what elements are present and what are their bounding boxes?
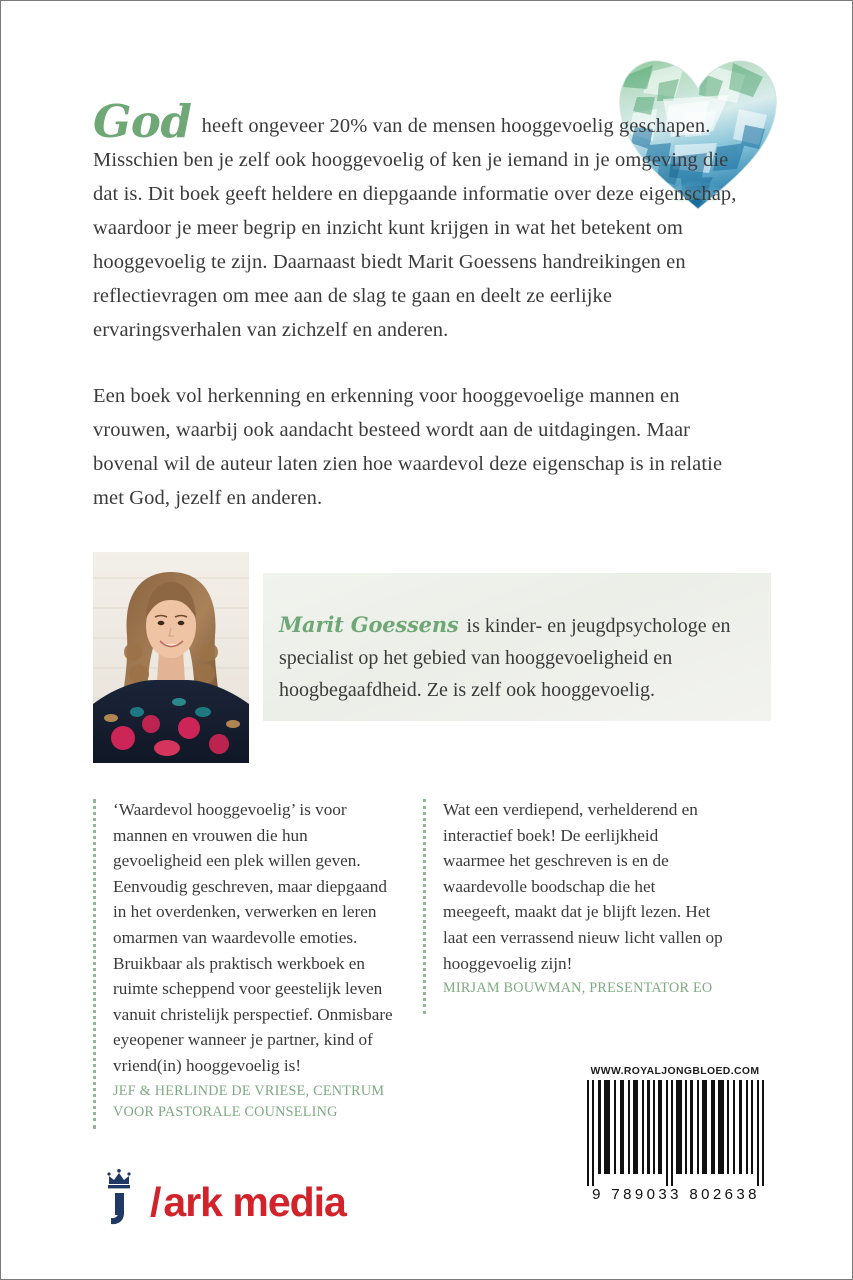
dotted-divider-left [93,799,99,1129]
author-bio-text [279,609,769,706]
blurb-copy [93,95,743,515]
review-attribution: MIRJAM BOUWMAN, PRESENTATOR EO [443,980,713,997]
review-quote: ‘Waardevol hooggevoelig’ is voor mannen en vrouwen die hun gevoeligheid een plek willen geven. Eenvoudig geschreven, maar diepgaand in het overdenken, verwerken en leren omarmen van waardevolle emoties. Bruikbaar als praktisch werkboek en ruimte scheppend voor geestelijk leven vanuit christelijk perspectief. Onmisbare eyeopener wanneer je partner, kind of vriend(in) hooggevoelig is! [113,800,393,1075]
blurb-paragraph-1 [93,95,743,347]
author-bio-rest: is kinder- en jeugdpsychologe en specialist op het gebied van hooggevoeligheid en hoogbegaafdheid. Ze is zelf ook hooggevoelig. [279,615,731,701]
review-block-left [93,797,393,1123]
logo-slash: / [150,1179,162,1225]
author-name: Marit Goessens [279,612,459,637]
publisher-logo [103,1167,346,1225]
blurb-paragraph-1-text: heeft ongeveer 20% van de mensen hooggevoelig geschapen. Misschien ben je zelf ook hooggevoelig of ken je iemand in je omgeving die dat is. Dit boek geeft heldere en diepgaande informatie over deze eigenschap, waardoor je meer begrip en inzicht kunt krijgen in wat het betekent om hooggevoelig te zijn. Daarnaast biedt Marit Goessens handreikingen en reflectievragen om mee aan de slag te gaan en deelt ze eerlijke ervaringsverhalen van zichzelf en anderen. [93,115,737,341]
crowned-j-icon [103,1169,149,1225]
barcode-block [579,1066,771,1203]
lead-word-god: God [93,95,192,148]
author-portrait-image [93,552,249,763]
author-photo [93,552,249,763]
review-attribution: JEF & HERLINDE DE VRIESE, CENTRUM VOOR PASTORALE COUNSELING [113,1082,385,1120]
publisher-name: ark media [163,1179,346,1225]
publisher-website: WWW.ROYALJONGBLOED.COM [590,1066,760,1077]
blurb-paragraph-2: Een boek vol herkenning en erkenning voor hooggevoelige mannen en vrouwen, waarbij ook aandacht besteed wordt aan de uitdagingen. Maar bovenal wil de auteur laten zien hoe waardevol deze eigenschap is in relatie met God, jezelf en anderen. [93,385,723,509]
ean13-barcode [579,1080,771,1186]
review-quote: Wat een verdiepend, verhelderend en interactief boek! De eerlijkheid waarmee het geschreven is en de waardevolle boodschap die het meegeeft, maakt dat je blijft lezen. Het laat een verrassend nieuw licht vallen op hooggevoelig zijn! [443,800,723,973]
dotted-divider-right [423,799,429,1014]
isbn-digits: 9 789033 802638 [592,1186,760,1203]
